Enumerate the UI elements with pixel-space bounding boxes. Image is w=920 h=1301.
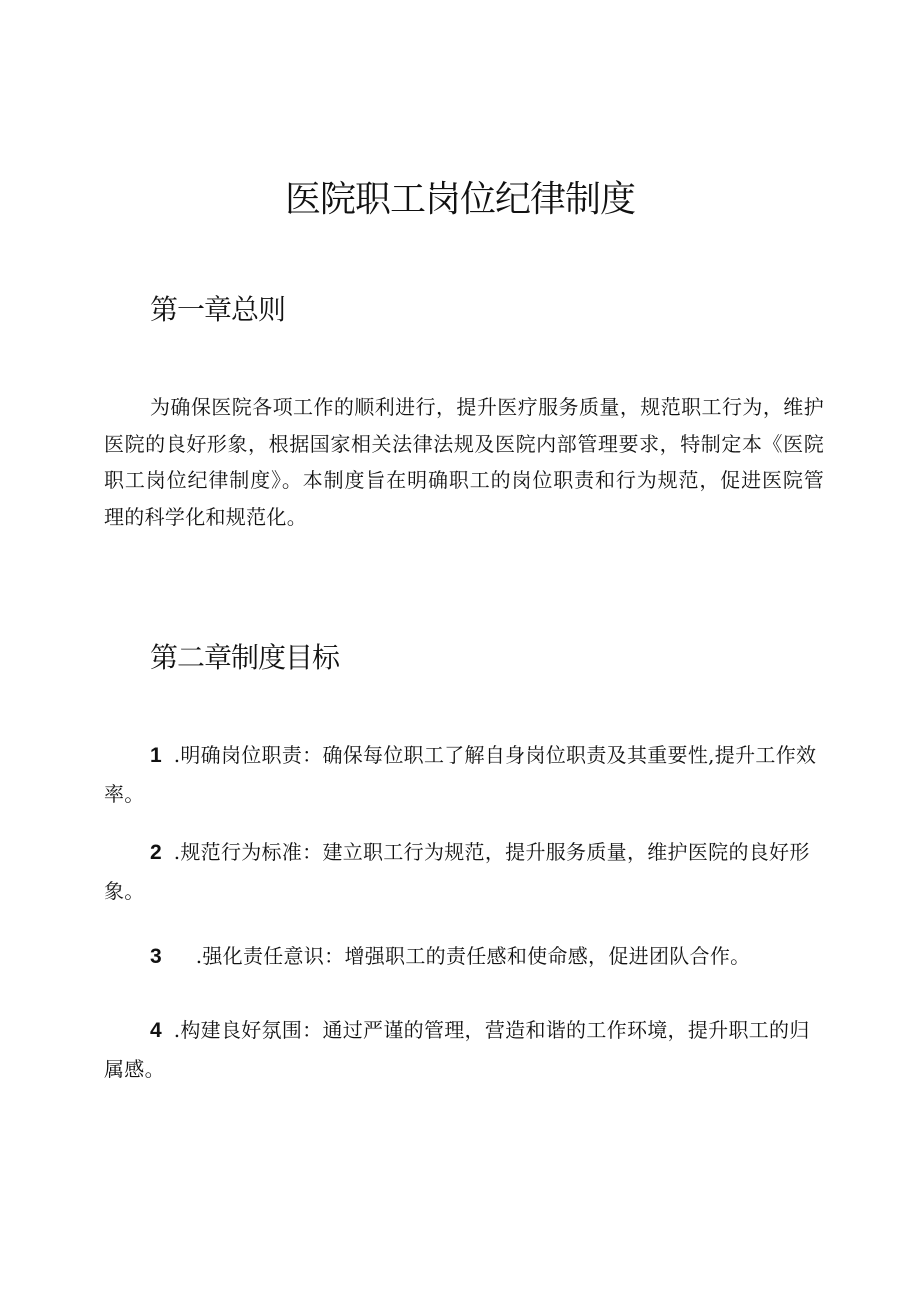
goal-item-text: .规范行为标准：建立职工行为规范，提升服务质量，维护医院的良好形象。 (104, 840, 810, 903)
goal-item (104, 1011, 824, 1088)
goal-item-text: .构建良好氛围：通过严谨的管理，营造和谐的工作环境，提升职工的归属感。 (104, 1018, 810, 1081)
document-title: 医院职工岗位纪律制度 (284, 179, 635, 220)
goal-item-number: 4 (150, 1019, 162, 1042)
goal-item-number: 3 (150, 945, 162, 968)
goal-item-number: 2 (150, 841, 162, 864)
goal-item-text: .强化责任意识：增强职工的责任感和使命感，促进团队合作。 (195, 944, 751, 968)
goal-item (104, 736, 824, 813)
chapter-1-paragraph: 为确保医院各项工作的顺利进行，提升医疗服务质量，规范职工行为，维护医院的良好形象，根据国家相关法律法规及医院内部管理要求，特制定本《医院职工岗位纪律制度》。本制度旨在明确职工的岗位职责和行为规范，促进医院管理的科学化和规范化。 (104, 395, 824, 529)
goal-item (104, 833, 824, 910)
chapter-2-heading: 第二章制度目标 (150, 641, 340, 674)
goal-item-number: 1 (150, 744, 162, 767)
goal-item (104, 937, 824, 976)
chapter-1-heading: 第一章总则 (150, 293, 286, 326)
goal-item-text: .明确岗位职责：确保每位职工了解自身岗位职责及其重要性,提升工作效率。 (104, 743, 817, 806)
